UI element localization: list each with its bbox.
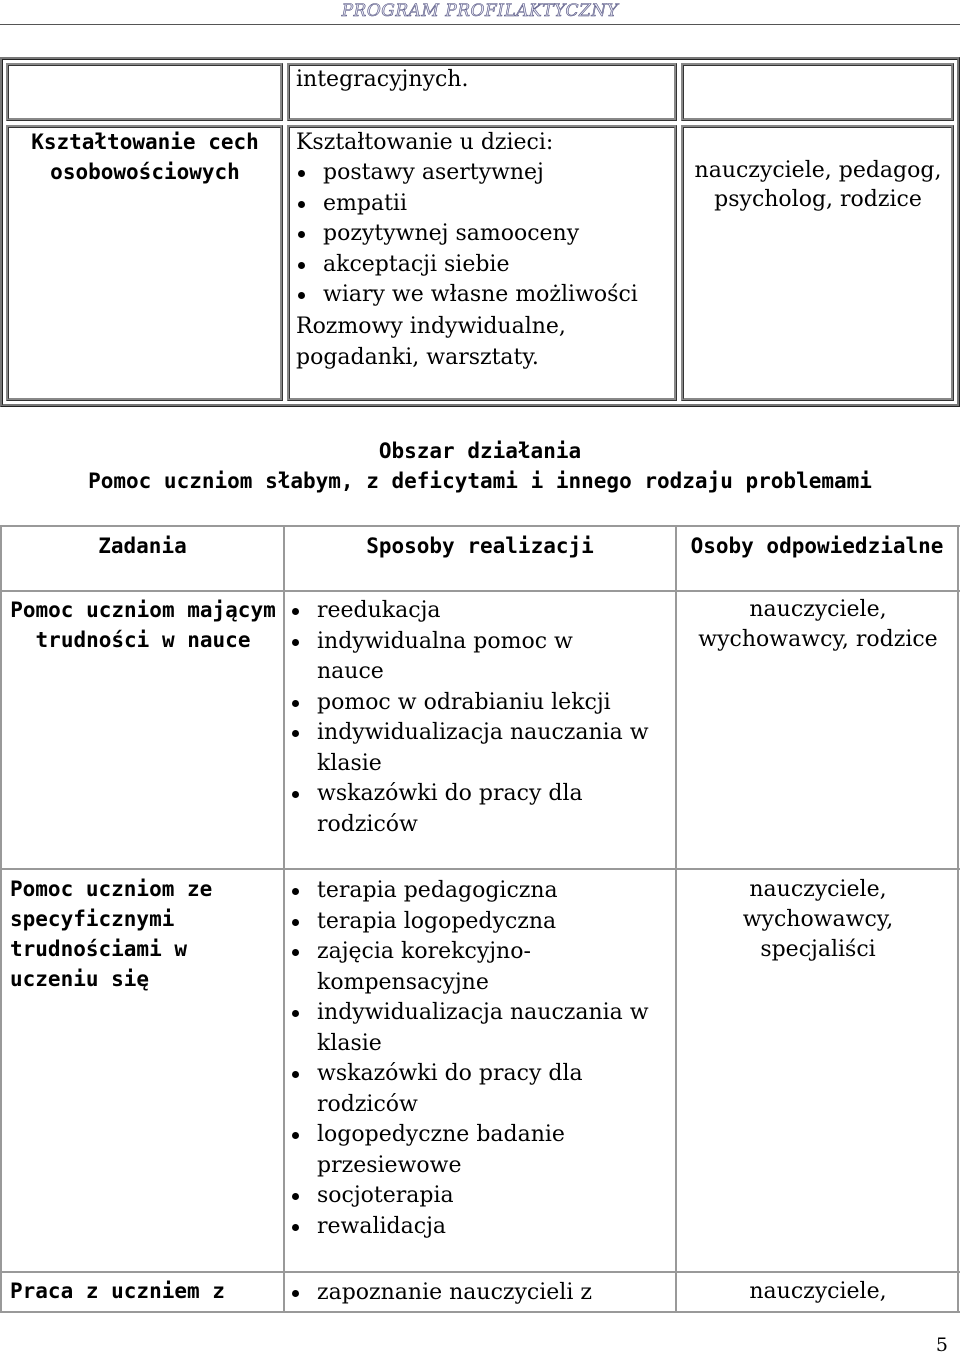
list-item: pozytywnej samooceny bbox=[293, 219, 668, 250]
header-rule bbox=[0, 24, 960, 25]
methods-work-with-student bbox=[287, 1278, 663, 1309]
table-2-row-divider-3 bbox=[0, 1271, 960, 1273]
list-item: zajęcia korekcyjno-kompensacyjne bbox=[287, 937, 663, 998]
list-item: wskazówki do pracy dla rodziców bbox=[287, 779, 663, 840]
list-item: rewalidacja bbox=[287, 1212, 663, 1243]
table-2-border-top bbox=[0, 525, 960, 527]
list-item: wskazówki do pracy dla rodziców bbox=[287, 1059, 663, 1120]
table-2-border-right bbox=[957, 525, 959, 1313]
table-1-cell-empty-right bbox=[681, 63, 954, 121]
column-header-responsible: Osoby odpowiedzialne bbox=[690, 534, 944, 558]
table-1-cell-empty bbox=[6, 63, 283, 121]
task-learning-difficulties: Pomoc uczniom mającym trudności w nauce bbox=[10, 598, 276, 652]
table-2-border-bottom bbox=[0, 1311, 960, 1313]
responsible-learning-difficulties: nauczyciele, wychowawcy, rodzice bbox=[698, 597, 938, 652]
task-personality-traits: Kształtowanie cech osobowościowych bbox=[31, 130, 259, 184]
methods-personality-traits bbox=[296, 127, 668, 373]
list-item: indywidualizacja nauczania w klasie bbox=[287, 718, 663, 779]
methods-specific-difficulties bbox=[287, 876, 663, 1242]
task-work-with-student: Praca z uczniem z bbox=[10, 1279, 225, 1303]
list-item: socjoterapia bbox=[287, 1181, 663, 1212]
task-specific-difficulties: Pomoc uczniom ze specyficznymi trudnościami w uczeniu się bbox=[10, 877, 213, 991]
table-2-col-divider-1 bbox=[283, 525, 285, 1313]
methods-intro: Kształtowanie u dzieci: bbox=[296, 130, 554, 155]
list-item: terapia pedagogiczna bbox=[287, 876, 663, 907]
page-header-title: PROGRAM PROFILAKTYCZNY bbox=[341, 1, 619, 21]
list-item: empatii bbox=[293, 189, 668, 220]
methods-list bbox=[293, 158, 668, 311]
methods-tail: Rozmowy indywidualne, pogadanki, warsztaty. bbox=[296, 313, 566, 370]
section-subtitle: Pomoc uczniom słabym, z deficytami i innego rodzaju problemami bbox=[88, 469, 872, 493]
list-item: postawy asertywnej bbox=[293, 158, 668, 189]
list-item: zapoznanie nauczycieli z bbox=[287, 1278, 663, 1309]
list-item: akceptacji siebie bbox=[293, 250, 668, 281]
table-2-border-left bbox=[0, 525, 2, 1313]
methods-learning-difficulties bbox=[287, 596, 663, 840]
list-item: logopedyczne badanie przesiewowe bbox=[287, 1120, 663, 1181]
responsible-personality-traits: nauczyciele, pedagog, psycholog, rodzice bbox=[694, 158, 942, 212]
page-number: 5 bbox=[935, 1334, 948, 1356]
table-2-row-divider-1 bbox=[0, 590, 960, 592]
list-item: pomoc w odrabianiu lekcji bbox=[287, 688, 663, 719]
list-item: indywidualna pomoc w nauce bbox=[287, 627, 663, 688]
continuation-text: integracyjnych. bbox=[296, 67, 469, 92]
list-item: terapia logopedyczna bbox=[287, 907, 663, 938]
table-2-col-divider-2 bbox=[675, 525, 677, 1313]
column-header-tasks: Zadania bbox=[98, 534, 187, 558]
table-2-row-divider-2 bbox=[0, 868, 960, 870]
section-title: Obszar działania bbox=[378, 439, 582, 463]
list-item: indywidualizacja nauczania w klasie bbox=[287, 998, 663, 1059]
list-item: wiary we własne możliwości bbox=[293, 280, 668, 311]
responsible-work-with-student: nauczyciele, bbox=[749, 1279, 887, 1304]
column-header-methods: Sposoby realizacji bbox=[366, 534, 594, 558]
responsible-specific-difficulties: nauczyciele, wychowawcy, specjaliści bbox=[742, 877, 894, 962]
list-item: reedukacja bbox=[287, 596, 663, 627]
